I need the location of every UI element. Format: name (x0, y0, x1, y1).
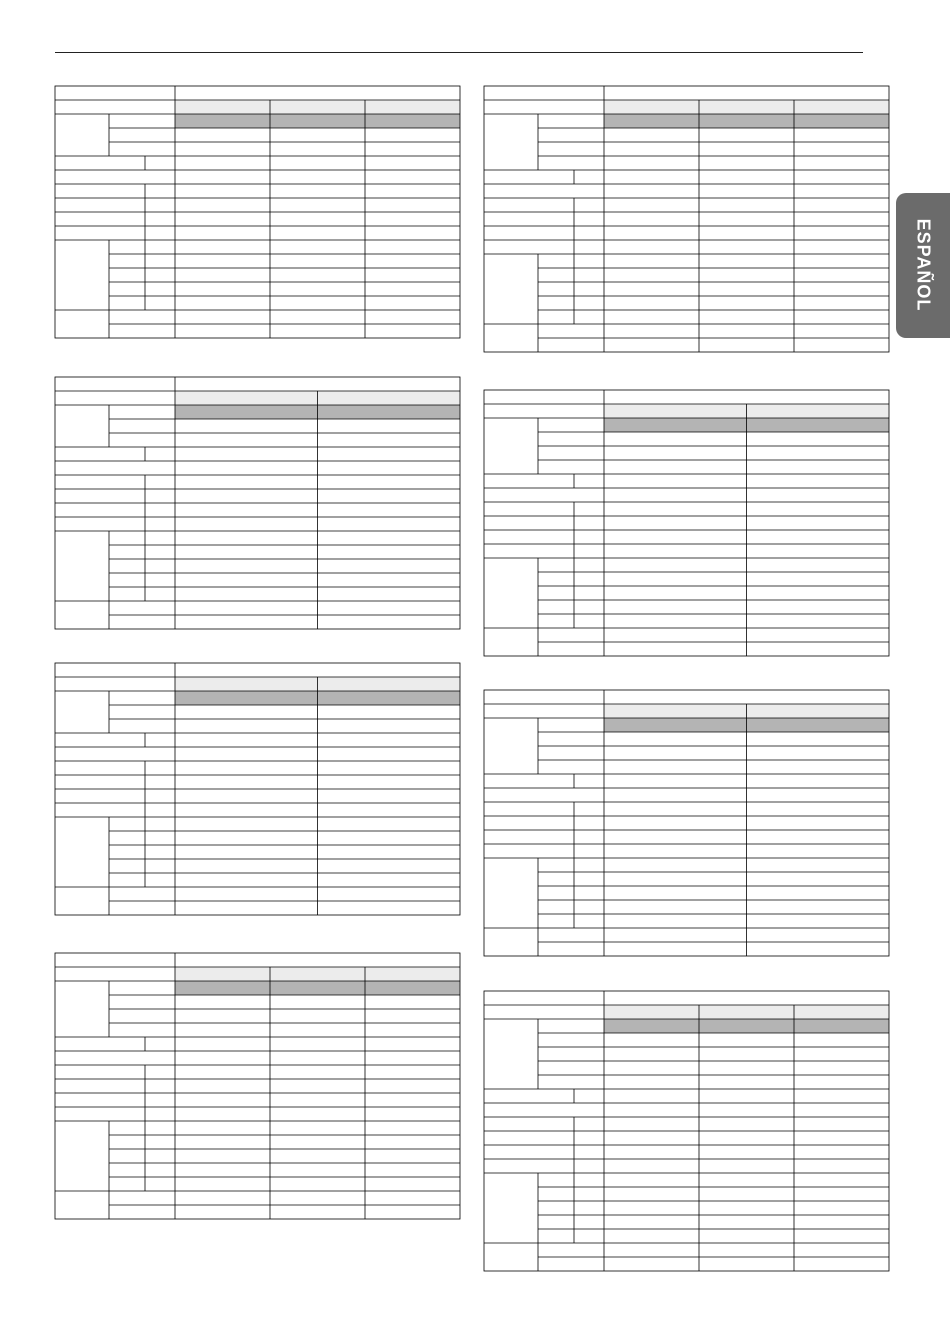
header-rule (55, 52, 863, 53)
table-grid (484, 690, 889, 956)
spec-table-left-3 (55, 663, 460, 916)
spec-table-left-2 (55, 377, 460, 630)
header-row-light (604, 1005, 889, 1019)
table-grid (55, 377, 460, 629)
spec-table-left-1 (55, 86, 460, 339)
header-row-dark (604, 1019, 889, 1033)
spec-table-right-4 (484, 991, 889, 1272)
table-grid (55, 86, 460, 338)
table-grid (55, 953, 460, 1219)
header-row-light (604, 100, 889, 114)
header-row-dark (175, 981, 460, 995)
language-tab[interactable] (896, 193, 950, 338)
table-grid (484, 86, 889, 352)
spec-table-left-4 (55, 953, 460, 1220)
language-tab-label: ESPAÑOL (913, 218, 934, 312)
header-row-light (175, 967, 460, 981)
spec-table-right-2 (484, 390, 889, 657)
header-row-dark (175, 114, 460, 128)
spec-table-right-1 (484, 86, 889, 353)
header-row-light (175, 100, 460, 114)
table-grid (55, 663, 460, 915)
table-grid (484, 991, 889, 1271)
spec-table-right-3 (484, 690, 889, 957)
table-grid (484, 390, 889, 656)
header-row-dark (604, 114, 889, 128)
